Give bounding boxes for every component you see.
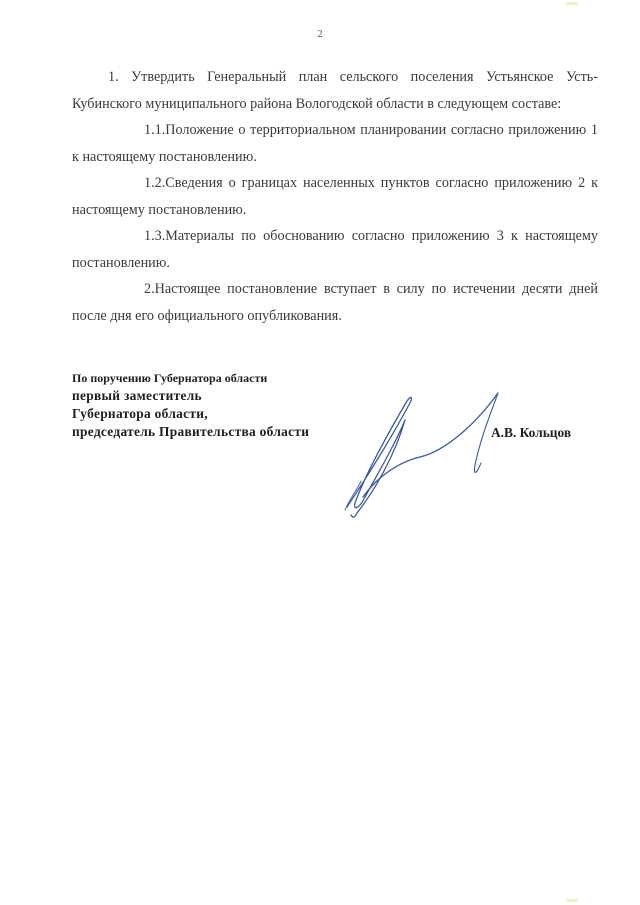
page-number: 2 xyxy=(317,28,323,40)
signatory-position-line-2: Губернатора области, xyxy=(72,406,208,421)
paragraph-text: Настоящее постановление вступает в силу по истечении десяти дней после дня его официального опубликования. xyxy=(72,281,598,324)
signatory-by-order: По поручению Губернатора области xyxy=(72,371,268,385)
paragraph-number: 1.3. xyxy=(144,228,166,244)
paragraph-text: 1. Утвердить Генеральный план сельского поселения Устьянское Усть-Кубинского муниципального района Вологодской области в следующем составе: xyxy=(72,69,598,112)
paragraph-2 xyxy=(72,276,598,329)
signatory-block xyxy=(72,370,372,441)
document-body xyxy=(72,64,598,329)
paragraph-1-1 xyxy=(72,117,598,170)
signer-name: А.В. Кольцов xyxy=(491,425,572,440)
paragraph-number: 1.1. xyxy=(144,122,166,138)
paragraph-text: Материалы по обоснованию согласно приложению 3 к настоящему постановлению. xyxy=(72,228,598,271)
handwritten-signature xyxy=(335,385,510,525)
signatory-position-line-1: первый заместитель xyxy=(72,388,202,403)
paragraph-number: 2. xyxy=(144,281,155,297)
paragraph-text: Положение о территориальном планировании согласно приложению 1 к настоящему постановлению. xyxy=(72,122,598,165)
paragraph-number: 1.2. xyxy=(144,175,166,191)
paragraph-1-2 xyxy=(72,170,598,223)
paragraph-text: Сведения о границах населенных пунктов согласно приложению 2 к настоящему постановлению. xyxy=(72,175,598,218)
paragraph-1-3 xyxy=(72,223,598,276)
scan-artifact xyxy=(566,899,578,902)
paragraph-1 xyxy=(72,64,598,117)
scan-artifact xyxy=(566,2,578,5)
signatory-position-line-3: председатель Правительства области xyxy=(72,424,310,439)
